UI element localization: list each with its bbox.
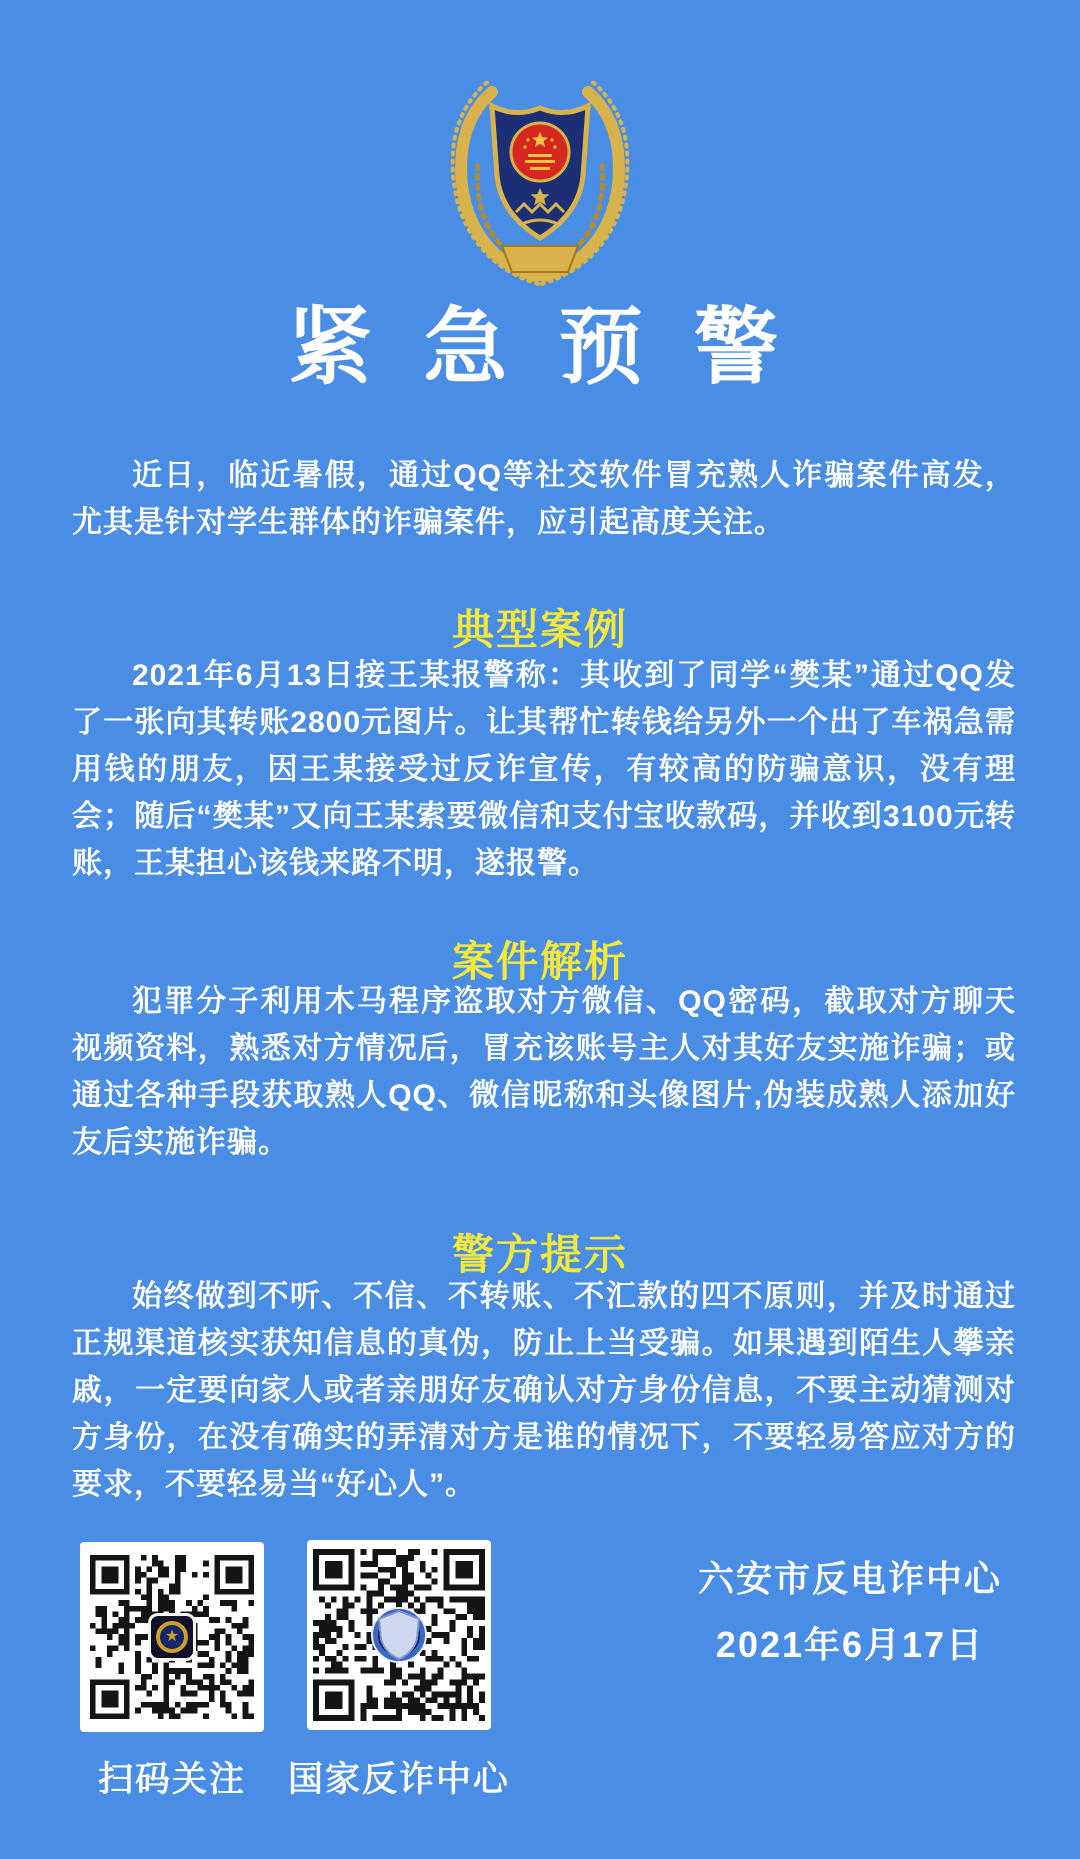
- qr-code-follow: [80, 1542, 264, 1732]
- section-heading-typical-case: 典型案例: [451, 606, 628, 653]
- intro-paragraph: 近日，临近暑假，通过QQ等社交软件冒充熟人诈骗案件高发，尤其是针对学生群体的诈骗案件，应引起高度关注。: [72, 459, 1016, 539]
- section-heading-case-analysis: 案件解析: [451, 938, 628, 985]
- typical-case-paragraph: 2021年6月13日接王某报警称：其收到了同学“樊某”通过QQ发了一张向其转账2800元图片。让其帮忙转钱给另外一个出了车祸急需用钱的朋友，因王某接受过反诈宣传，有较高的防骗意识，没有理会；随后“樊某”又向王某索要微信和支付宝收款码，并收到3100元转账，王某担心该钱来路不明，遂报警。: [72, 659, 1016, 880]
- qr-right-label: 国家反诈中心: [287, 1760, 510, 1799]
- badge-ribbon: [502, 246, 578, 272]
- poster-title: 紧 急 预 警: [287, 300, 792, 394]
- shield-icon: [373, 1609, 425, 1661]
- signature-block: [620, 1546, 1080, 1678]
- section-heading-police-tips: 警方提示: [451, 1231, 628, 1278]
- police-badge-logo-icon: [148, 1613, 196, 1661]
- police-tips-paragraph: 始终做到不听、不信、不转账、不汇款的四不原则，并及时通过正规渠道核实获知信息的真伪，防止上当受骗。如果遇到陌生人攀亲戚，一定要向家人或者亲朋好友确认对方身份信息，不要主动猜测对方身份，在没有确实的弄清对方是谁的情况下，不要轻易答应对方的要求，不要轻易当“好心人”。: [72, 1280, 1016, 1501]
- police-badge-icon: [440, 80, 640, 292]
- qr-code-anti-fraud-center: [307, 1540, 491, 1730]
- case-analysis-paragraph: 犯罪分子利用木马程序盗取对方微信、QQ密码，截取对方聊天视频资料，熟悉对方情况后，冒充该账号主人对其好友实施诈骗；或通过各种手段获取熟人QQ、微信昵称和头像图片,伪装成熟人添加好友后实施诈骗。: [72, 985, 1016, 1159]
- gold-badge-ring-icon: ★: [156, 1621, 188, 1653]
- anti-fraud-center-logo-icon: [371, 1607, 427, 1663]
- signature-org: 六安市反电诈中心: [697, 1558, 1002, 1599]
- signature-date: 2021年6月17日: [715, 1624, 985, 1665]
- qr-left-label: 扫码关注: [97, 1760, 246, 1799]
